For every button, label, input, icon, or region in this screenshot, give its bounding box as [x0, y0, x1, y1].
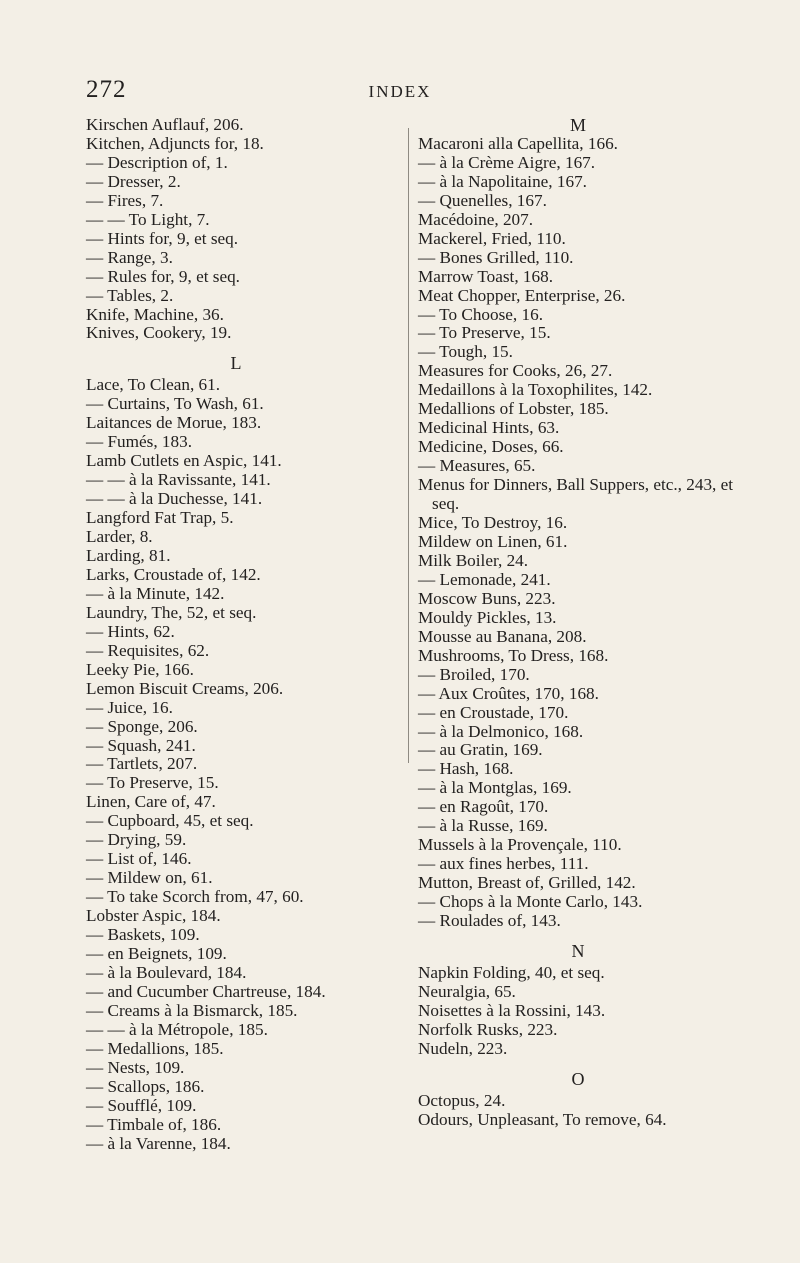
index-entry: Meat Chopper, Enterprise, 26. [418, 285, 626, 305]
index-entry: Larder, 8. [86, 527, 153, 547]
index-entry: Mussels à la Provençale, 110. [418, 835, 622, 855]
section-letter-n: N [571, 940, 585, 961]
index-entry: Medaillons à la Toxophilites, 142. [418, 380, 653, 400]
index-entry: — en Ragoût, 170. [418, 797, 549, 817]
index-entry: — To Preserve, 15. [86, 773, 219, 793]
index-entry: — and Cucumber Chartreuse, 184. [86, 981, 326, 1001]
index-entry: — à la Boulevard, 184. [86, 962, 247, 982]
index-entry: — à la Varenne, 184. [86, 1133, 231, 1153]
section-letter-o: O [571, 1068, 585, 1089]
index-entry: Linen, Care of, 47. [86, 792, 216, 812]
index-section-m [418, 135, 738, 931]
index-entry: — Chops à la Monte Carlo, 143. [418, 892, 643, 912]
index-entry: — — à la Ravissante, 141. [86, 470, 271, 490]
index-entry: — Squash, 241. [86, 735, 196, 755]
index-entry: — — To Light, 7. [86, 209, 210, 229]
index-entry: — Lemonade, 241. [418, 569, 551, 589]
index-entry: Odours, Unpleasant, To remove, 64. [418, 1109, 667, 1129]
index-entry: — Hints for, 9, et seq. [86, 228, 239, 248]
index-entry: Mousse au Banana, 208. [418, 626, 587, 646]
index-entry: — Tough, 15. [418, 342, 513, 362]
index-entry: — — à la Duchesse, 141. [86, 489, 263, 509]
index-entry: — Sponge, 206. [86, 716, 198, 736]
index-entry: Napkin Folding, 40, et seq. [418, 962, 605, 982]
index-entry: — Curtains, To Wash, 61. [86, 394, 264, 414]
index-entry: Knives, Cookery, 19. [86, 323, 232, 343]
index-entry: — Mildew on, 61. [86, 868, 213, 888]
index-entry: Measures for Cooks, 26, 27. [418, 361, 613, 381]
index-entry: Neuralgia, 65. [418, 981, 516, 1001]
page-number: 272 [86, 76, 127, 103]
index-entry: — Requisites, 62. [86, 640, 210, 660]
index-entry: — Nests, 109. [86, 1057, 185, 1077]
index-entry: Lobster Aspic, 184. [86, 906, 221, 926]
index-entry: Norfolk Rusks, 223. [418, 1019, 558, 1039]
index-entry: Lace, To Clean, 61. [86, 375, 221, 395]
index-entry: — Broiled, 170. [418, 664, 530, 684]
index-entry: Mouldy Pickles, 13. [418, 607, 557, 627]
index-entry: Octopus, 24. [418, 1090, 506, 1110]
index-entry: — Measures, 65. [418, 456, 536, 476]
running-head: INDEX [368, 82, 432, 101]
index-entry: Macédoine, 207. [418, 209, 534, 229]
index-section-k [86, 116, 386, 343]
index-entry: — Cupboard, 45, et seq. [86, 811, 254, 831]
index-entry: Mildew on Linen, 61. [418, 531, 568, 551]
index-entry: Medallions of Lobster, 185. [418, 399, 609, 419]
index-entry: Mutton, Breast of, Grilled, 142. [418, 873, 636, 893]
index-entry: — Description of, 1. [86, 152, 228, 172]
index-entry: — à la Delmonico, 168. [418, 721, 584, 741]
section-letter-l: L [230, 353, 242, 374]
index-entry: — aux fines herbes, 111. [418, 854, 589, 874]
index-entry: — Hash, 168. [418, 759, 514, 779]
index-entry: Medicinal Hints, 63. [418, 418, 560, 438]
index-entry: Macaroni alla Capellita, 166. [418, 133, 618, 153]
index-entry: Menus for Dinners, Ball Suppers, etc., 243, et seq. [418, 475, 734, 514]
index-entry: — Dresser, 2. [86, 171, 181, 191]
index-entry: — en Croustade, 170. [418, 702, 569, 722]
index-entry: — Quenelles, 167. [418, 190, 547, 210]
index-entry: — Tables, 2. [86, 285, 174, 305]
index-entry: — To Choose, 16. [418, 304, 544, 324]
column-divider [408, 128, 409, 763]
index-entry: — Hints, 62. [86, 621, 175, 641]
index-entry: — To take Scorch from, 47, 60. [86, 887, 304, 907]
index-section-n [418, 964, 738, 1059]
index-entry: — à la Napolitaine, 167. [418, 171, 587, 191]
index-entry: — Medallions, 185. [86, 1038, 224, 1058]
index-entry: Nudeln, 223. [418, 1038, 508, 1058]
index-entry: — Juice, 16. [86, 697, 173, 717]
index-entry: — — à la Métropole, 185. [86, 1019, 268, 1039]
index-entry: Marrow Toast, 168. [418, 266, 554, 286]
index-entry: Laitances de Morue, 183. [86, 413, 262, 433]
index-section-l [86, 376, 386, 1153]
index-entry: — Tartlets, 207. [86, 754, 198, 774]
index-entry: — Soufflé, 109. [86, 1095, 197, 1115]
index-entry: Leeky Pie, 166. [86, 659, 194, 679]
index-entry: — Drying, 59. [86, 830, 187, 850]
index-entry: Lemon Biscuit Creams, 206. [86, 678, 284, 698]
index-entry: — Bones Grilled, 110. [418, 247, 574, 267]
index-entry: Kitchen, Adjuncts for, 18. [86, 133, 264, 153]
index-entry: — à la Russe, 169. [418, 816, 548, 836]
index-entry: Langford Fat Trap, 5. [86, 508, 234, 528]
index-entry: Noisettes à la Rossini, 143. [418, 1000, 606, 1020]
index-entry: Medicine, Doses, 66. [418, 437, 564, 457]
index-entry: — Baskets, 109. [86, 925, 200, 945]
index-entry: — Creams à la Bismarck, 185. [86, 1000, 298, 1020]
index-column-left [86, 116, 386, 1153]
index-column-right [418, 116, 738, 1130]
index-entry: — Range, 3. [86, 247, 173, 267]
index-entry: Mackerel, Fried, 110. [418, 228, 566, 248]
index-entry: — Aux Croûtes, 170, 168. [418, 683, 599, 703]
index-entry: Milk Boiler, 24. [418, 550, 529, 570]
index-entry: Larks, Croustade of, 142. [86, 564, 261, 584]
index-entry: — Fires, 7. [86, 190, 164, 210]
index-entry: — en Beignets, 109. [86, 943, 227, 963]
index-entry: — à la Montglas, 169. [418, 778, 572, 798]
index-entry: Larding, 81. [86, 545, 171, 565]
section-letter-m: M [569, 115, 586, 135]
index-entry: Knife, Machine, 36. [86, 304, 224, 324]
index-entry: — à la Crème Aigre, 167. [418, 152, 596, 172]
index-entry: — à la Minute, 142. [86, 583, 225, 603]
index-section-o [418, 1092, 738, 1130]
index-entry: — Fumés, 183. [86, 432, 192, 452]
index-entry: — Timbale of, 186. [86, 1114, 222, 1134]
index-entry: Kirschen Auflauf, 206. [86, 115, 244, 134]
index-entry: Mice, To Destroy, 16. [418, 513, 568, 533]
index-entry: — Rules for, 9, et seq. [86, 266, 240, 286]
index-entry: — au Gratin, 169. [418, 740, 543, 760]
index-entry: — Roulades of, 143. [418, 911, 561, 931]
index-entry: — List of, 146. [86, 849, 192, 869]
index-entry: — Scallops, 186. [86, 1076, 205, 1096]
index-entry: Lamb Cutlets en Aspic, 141. [86, 451, 282, 471]
index-entry: Moscow Buns, 223. [418, 588, 556, 608]
index-entry: — To Preserve, 15. [418, 323, 551, 343]
index-entry: Mushrooms, To Dress, 168. [418, 645, 609, 665]
index-entry: Laundry, The, 52, et seq. [86, 602, 257, 622]
